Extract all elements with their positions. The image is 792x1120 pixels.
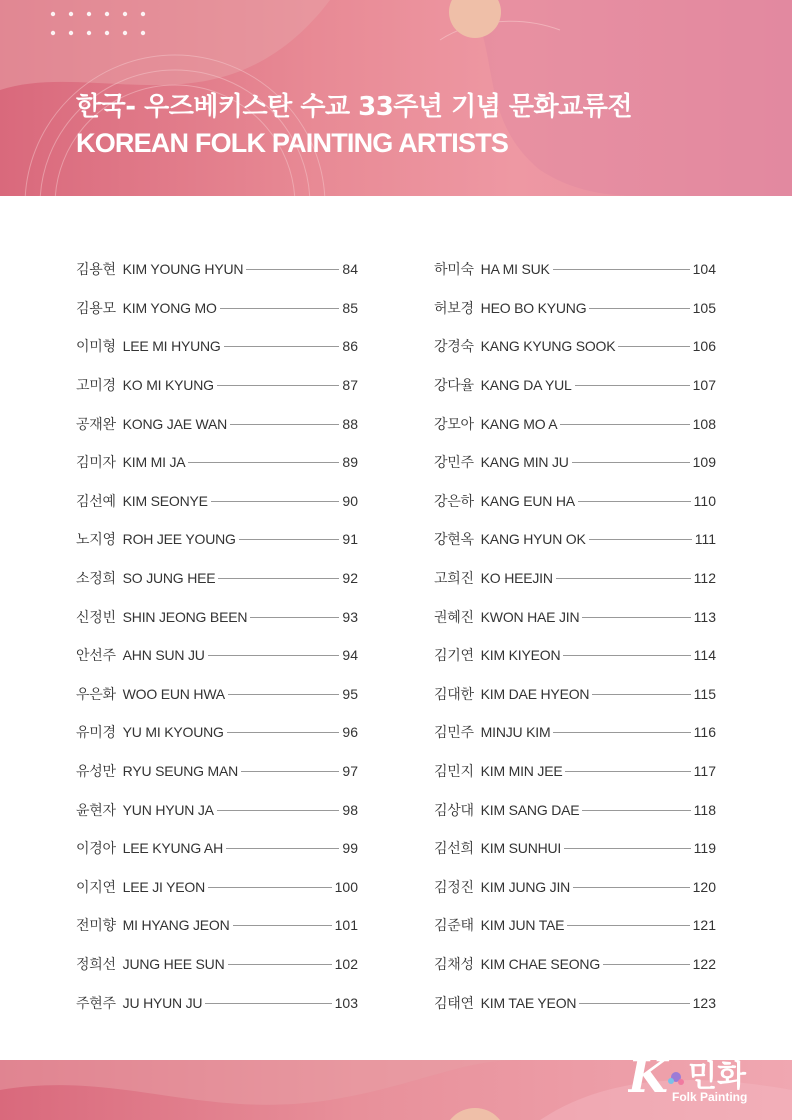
toc-entry: [76, 945, 358, 984]
leader-line: [578, 501, 691, 502]
leader-line: [553, 732, 690, 733]
page-number: 109: [692, 454, 716, 471]
artist-name-korean: 김민주: [434, 725, 474, 742]
page-number: 117: [693, 763, 716, 780]
leader-line: [603, 964, 690, 965]
leader-line: [553, 269, 690, 270]
page-number: 90: [342, 492, 358, 509]
page-number: 106: [692, 338, 716, 355]
artist-name-english: KIM YOUNG HYUN: [122, 261, 244, 278]
leader-line: [246, 269, 339, 270]
page-number: 89: [342, 454, 358, 471]
artist-name-english: KIM MI JA: [122, 454, 186, 471]
artist-name-korean: 신정빈: [76, 609, 116, 626]
page-number: 93: [342, 608, 358, 625]
artist-name-korean: 공재완: [76, 416, 116, 433]
page-number: 121: [692, 917, 716, 934]
page-number: 94: [342, 647, 358, 664]
page-number: 116: [693, 724, 716, 741]
page-number: 112: [693, 570, 716, 587]
toc-entry: [76, 597, 358, 636]
artist-name-korean: 강모아: [434, 416, 474, 433]
toc-entry: [434, 829, 716, 868]
artist-name-english: RYU SEUNG MAN: [122, 763, 239, 780]
artist-name-english: LEE MI HYUNG: [122, 338, 221, 355]
artist-name-korean: 강은하: [434, 493, 474, 510]
artist-name-korean: 김대한: [434, 686, 474, 703]
toc-entry: [76, 752, 358, 791]
artist-name-korean: 김상대: [434, 802, 474, 819]
header-banner: [0, 0, 792, 196]
artist-name-korean: 허보경: [434, 300, 474, 317]
leader-line: [220, 308, 340, 309]
toc-entry: [76, 366, 358, 405]
leader-line: [618, 346, 689, 347]
artist-name-english: HA MI SUK: [480, 261, 550, 278]
leader-line: [233, 925, 332, 926]
artist-name-korean: 정희선: [76, 956, 116, 973]
page-number: 122: [692, 955, 716, 972]
artist-name-english: KIM YONG MO: [122, 299, 217, 316]
leader-line: [227, 732, 340, 733]
artist-name-english: ROH JEE YOUNG: [122, 531, 236, 548]
toc-entry: [76, 559, 358, 598]
artist-name-korean: 전미향: [76, 918, 116, 935]
leader-line: [579, 1003, 689, 1004]
leader-line: [228, 694, 339, 695]
toc-entry: [76, 675, 358, 714]
toc-entry: [434, 868, 716, 907]
artist-name-english: MINJU KIM: [480, 724, 551, 741]
artist-name-korean: 강다율: [434, 378, 474, 395]
artist-name-english: KWON HAE JIN: [480, 608, 580, 625]
artist-name-english: KIM TAE YEON: [480, 994, 577, 1011]
toc-entry: [434, 636, 716, 675]
artist-name-korean: 김선희: [434, 841, 474, 858]
toc-entry: [434, 675, 716, 714]
title-korean: 한국- 우즈베키스탄 수교 33주년 기념 문화교류전: [76, 92, 632, 122]
artist-name-english: KIM KIYEON: [480, 647, 561, 664]
artist-name-korean: 주현주: [76, 995, 116, 1012]
page-number: 108: [692, 415, 716, 432]
artist-name-english: JUNG HEE SUN: [122, 955, 225, 972]
leader-line: [239, 539, 340, 540]
toc-entry: [76, 520, 358, 559]
artist-name-english: KIM JUNG JIN: [480, 878, 571, 895]
page-number: 92: [342, 570, 358, 587]
artist-name-english: YUN HYUN JA: [122, 801, 214, 818]
leader-line: [241, 771, 339, 772]
page-number: 119: [693, 840, 716, 857]
toc-entry: [434, 713, 716, 752]
toc-left-column: [76, 250, 358, 1022]
leader-line: [592, 694, 690, 695]
page-number: 101: [334, 917, 358, 934]
artist-name-korean: 권혜진: [434, 609, 474, 626]
artist-name-english: KIM CHAE SEONG: [480, 955, 601, 972]
artist-name-english: KONG JAE WAN: [122, 415, 228, 432]
leader-line: [228, 964, 332, 965]
artist-name-english: YU MI KYOUNG: [122, 724, 224, 741]
artist-name-korean: 김태연: [434, 995, 474, 1012]
artist-name-korean: 소정희: [76, 571, 116, 588]
page-number: 96: [342, 724, 358, 741]
toc-entry: [434, 327, 716, 366]
leader-line: [563, 655, 690, 656]
page-number: 110: [693, 492, 716, 509]
artist-name-korean: 김민지: [434, 764, 474, 781]
page-number: 100: [334, 878, 358, 895]
artist-name-korean: 안선주: [76, 648, 116, 665]
page-number: 98: [342, 801, 358, 818]
page-number: 97: [342, 763, 358, 780]
artist-name-english: KANG MO A: [480, 415, 558, 432]
toc-entry: [76, 906, 358, 945]
svg-text:K: K: [628, 1049, 668, 1103]
page-number: 107: [692, 377, 716, 394]
page-number: 84: [342, 261, 358, 278]
page-number: 99: [342, 840, 358, 857]
artist-name-korean: 하미숙: [434, 262, 474, 279]
artist-name-english: KIM MIN JEE: [480, 763, 563, 780]
artist-name-english: KIM SUNHUI: [480, 840, 562, 857]
artist-name-korean: 윤현자: [76, 802, 116, 819]
page-number: 114: [693, 647, 716, 664]
toc-entry: [434, 559, 716, 598]
toc-entry: [76, 983, 358, 1022]
artist-name-korean: 김채성: [434, 956, 474, 973]
artist-name-korean: 강경숙: [434, 339, 474, 356]
artist-name-english: KIM SANG DAE: [480, 801, 580, 818]
toc-entry: [76, 790, 358, 829]
artist-name-korean: 유미경: [76, 725, 116, 742]
toc-entry: [76, 868, 358, 907]
artist-name-korean: 고미경: [76, 378, 116, 395]
leader-line: [582, 617, 690, 618]
artist-name-english: KANG DA YUL: [480, 377, 572, 394]
leader-line: [572, 462, 690, 463]
toc-entry: [76, 289, 358, 328]
toc-entry: [76, 482, 358, 521]
toc-entry: [76, 404, 358, 443]
toc-right-column: [434, 250, 716, 1022]
artist-name-korean: 김선예: [76, 493, 116, 510]
leader-line: [573, 887, 690, 888]
leader-line: [589, 308, 689, 309]
artist-name-korean: 노지영: [76, 532, 116, 549]
leader-line: [188, 462, 339, 463]
artist-name-korean: 김용현: [76, 262, 116, 279]
artist-name-korean: 고희진: [434, 571, 474, 588]
artist-name-english: KIM DAE HYEON: [480, 685, 590, 702]
toc-entry: [434, 482, 716, 521]
leader-line: [218, 578, 339, 579]
page-number: 86: [342, 338, 358, 355]
page-number: 95: [342, 685, 358, 702]
leader-line: [230, 424, 339, 425]
page-number: 87: [342, 377, 358, 394]
artist-name-english: KANG KYUNG SOOK: [480, 338, 616, 355]
toc-entry: [434, 250, 716, 289]
page-number: 123: [692, 994, 716, 1011]
leader-line: [575, 385, 690, 386]
artist-name-english: WOO EUN HWA: [122, 685, 225, 702]
toc-entry: [76, 636, 358, 675]
artist-name-english: KO HEEJIN: [480, 570, 553, 587]
artist-name-korean: 김미자: [76, 455, 116, 472]
leader-line: [556, 578, 691, 579]
leader-line: [208, 887, 332, 888]
artist-name-korean: 강현옥: [434, 532, 474, 549]
leader-line: [565, 771, 690, 772]
artist-name-english: SO JUNG HEE: [122, 570, 216, 587]
toc-entry: [76, 713, 358, 752]
leader-line: [208, 655, 340, 656]
page-number: 85: [342, 299, 358, 316]
artist-name-english: KANG HYUN OK: [480, 531, 586, 548]
leader-line: [582, 810, 690, 811]
artist-name-korean: 강민주: [434, 455, 474, 472]
leader-line: [205, 1003, 331, 1004]
artist-name-korean: 유성만: [76, 764, 116, 781]
toc-entry: [76, 327, 358, 366]
artist-name-english: KIM JUN TAE: [480, 917, 565, 934]
page-number: 120: [692, 878, 716, 895]
svg-text:민화: 민화: [688, 1059, 746, 1094]
page-number: 113: [693, 608, 716, 625]
toc-entry: [434, 790, 716, 829]
toc-entry: [76, 250, 358, 289]
leader-line: [217, 810, 340, 811]
artist-name-english: AHN SUN JU: [122, 647, 205, 664]
artist-name-english: KIM SEONYE: [122, 492, 208, 509]
page-number: 91: [342, 531, 358, 548]
title-english: KOREAN FOLK PAINTING ARTISTS: [76, 128, 509, 158]
artist-name-english: KANG EUN HA: [480, 492, 575, 509]
logo-subtitle: Folk Painting: [672, 1090, 748, 1104]
page-number: 102: [334, 955, 358, 972]
artist-name-english: KANG MIN JU: [480, 454, 569, 471]
toc-entry: [434, 906, 716, 945]
artist-name-english: MI HYANG JEON: [122, 917, 230, 934]
artist-name-english: JU HYUN JU: [122, 994, 203, 1011]
leader-line: [250, 617, 339, 618]
leader-line: [567, 925, 689, 926]
toc-entry: [76, 829, 358, 868]
toc-entry: [434, 366, 716, 405]
leader-line: [224, 346, 340, 347]
artist-name-korean: 김용모: [76, 300, 116, 317]
leader-line: [589, 539, 692, 540]
page-number: 118: [693, 801, 716, 818]
artist-name-english: LEE JI YEON: [122, 878, 206, 895]
leader-line: [211, 501, 340, 502]
artist-name-korean: 이경아: [76, 841, 116, 858]
page-number: 88: [342, 415, 358, 432]
artist-name-korean: 우은화: [76, 686, 116, 703]
toc-entry: [434, 404, 716, 443]
toc-entry: [434, 443, 716, 482]
toc-entry: [434, 289, 716, 328]
toc-entry: [434, 983, 716, 1022]
artist-name-korean: 김준태: [434, 918, 474, 935]
page-number: 115: [693, 685, 716, 702]
artist-name-english: SHIN JEONG BEEN: [122, 608, 248, 625]
toc-entry: [434, 520, 716, 559]
leader-line: [564, 848, 691, 849]
leader-line: [226, 848, 339, 849]
page-number: 103: [334, 994, 358, 1011]
artist-name-korean: 이미형: [76, 339, 116, 356]
page-number: 105: [692, 299, 716, 316]
leader-line: [217, 385, 340, 386]
artist-name-korean: 김기연: [434, 648, 474, 665]
artist-name-english: HEO BO KYUNG: [480, 299, 587, 316]
artist-name-english: KO MI KYUNG: [122, 377, 214, 394]
toc-entry: [434, 945, 716, 984]
leader-line: [560, 424, 689, 425]
page-number: 111: [694, 531, 716, 548]
artist-name-korean: 김정진: [434, 879, 474, 896]
toc-entry: [434, 597, 716, 636]
page-number: 104: [692, 261, 716, 278]
toc-entry: [76, 443, 358, 482]
toc-entry: [434, 752, 716, 791]
artist-name-english: LEE KYUNG AH: [122, 840, 223, 857]
artist-name-korean: 이지연: [76, 879, 116, 896]
